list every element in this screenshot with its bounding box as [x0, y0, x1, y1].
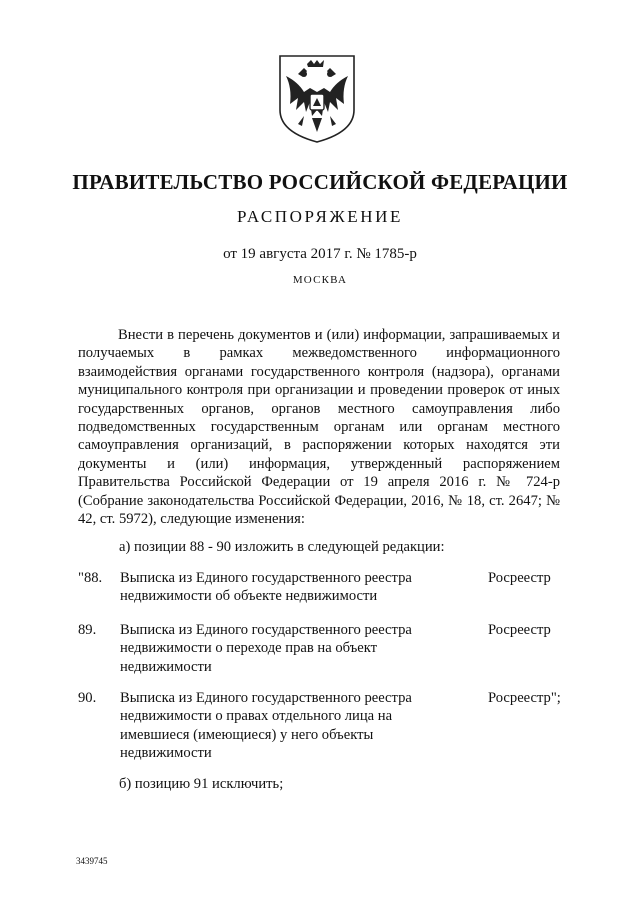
document-number: 3439745: [76, 856, 108, 866]
intro-paragraph: Внести в перечень документов и (или) информации, запрашиваемых и получаемых в рамках межведомственного информационного взаимодействия органами государственного контроля (надзора), органами муниципального контроля при организации и проведении проверок от иных государственных органов, органов местного самоуправления либо подведомственных государственным органам или органам местного самоуправления организаций, в распоряжении которых находятся эти документы и (или) информация, утвержденный распоряжением Правительства Российской Федерации от 19 апреля 2016 г. № 724-р (Собрание законодательства Российской Федерации, 2016, № 18, ст. 2647; № 42, ст. 5972), следующие изменения:: [78, 327, 560, 528]
item-text: Выписка из Единого государственного реестра недвижимости об объекте недвижимости: [120, 570, 412, 605]
item-agency: Росреестр";: [488, 690, 561, 706]
item-number: 90.: [78, 690, 97, 706]
russian-coat-of-arms-icon: [274, 52, 360, 144]
date-and-number: от 19 августа 2017 г. № 1785-р: [223, 246, 417, 262]
item-number: "88.: [78, 570, 103, 586]
government-title: ПРАВИТЕЛЬСТВО РОССИЙСКОЙ ФЕДЕРАЦИИ: [72, 170, 568, 194]
item-agency: Росреестр: [488, 570, 551, 586]
subpoint-b: б) позицию 91 исключить;: [119, 776, 284, 792]
city: МОСКВА: [292, 274, 348, 286]
item-number: 89.: [78, 622, 97, 638]
subpoint-a: а) позиции 88 - 90 изложить в следующей редакции:: [119, 539, 445, 555]
item-agency: Росреестр: [488, 622, 551, 638]
document-type: РАСПОРЯЖЕНИЕ: [236, 207, 404, 226]
item-text: Выписка из Единого государственного реестра недвижимости о переходе прав на объект недвижимости: [120, 622, 412, 675]
item-text: Выписка из Единого государственного реестра недвижимости о правах отдельного лица на имевшиеся (имеющиеся) у него объекты недвижимости: [120, 690, 412, 762]
